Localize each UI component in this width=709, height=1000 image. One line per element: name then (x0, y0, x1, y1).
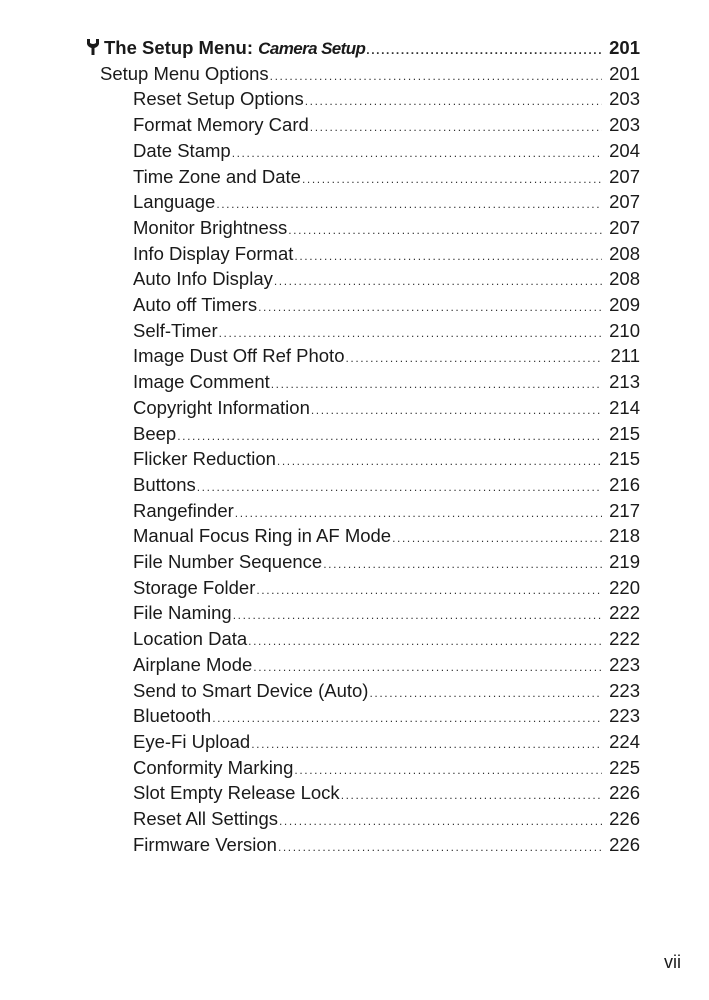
dot-leader (310, 115, 602, 139)
entry-label: Location Data (133, 628, 248, 650)
entry-label: Slot Empty Release Lock (133, 782, 340, 804)
entry-label: Buttons (133, 473, 196, 495)
toc-entry[interactable] (133, 576, 640, 600)
toc-entry[interactable] (133, 833, 640, 857)
toc-entry[interactable] (133, 679, 640, 703)
entry-label: Self-Timer (133, 319, 218, 341)
page-number: 215 (609, 448, 640, 470)
page-number: 208 (609, 268, 640, 290)
page-number: 203 (609, 88, 640, 110)
dot-leader (197, 475, 602, 499)
page-number: 204 (609, 139, 640, 161)
toc-entry[interactable] (133, 396, 640, 420)
toc-entry[interactable] (133, 781, 640, 805)
toc-entry[interactable] (133, 190, 640, 214)
page-number: 214 (609, 396, 640, 418)
entry-label: Beep (133, 422, 177, 444)
dot-leader (248, 629, 602, 653)
page-number: 226 (609, 808, 640, 829)
dot-leader (271, 372, 602, 396)
section-subtitle: Camera Setup (258, 39, 366, 58)
dot-leader (277, 449, 602, 473)
page-number: 216 (609, 473, 640, 495)
page-number: 219 (609, 551, 640, 572)
entry-label: Auto Info Display (133, 268, 273, 290)
page-number: 207 (609, 165, 640, 187)
page-number: 223 (609, 653, 640, 675)
toc-entry[interactable] (133, 293, 640, 317)
toc-entry[interactable] (133, 704, 640, 728)
dot-leader (305, 89, 602, 113)
entry-label: Copyright Information (133, 396, 310, 418)
page-number: 226 (609, 782, 640, 804)
entry-label: Monitor Brightness (133, 216, 288, 238)
page-number: 207 (609, 191, 640, 213)
entry-label: Reset All Settings (133, 808, 278, 829)
toc-entry[interactable] (133, 473, 640, 497)
toc-entry[interactable] (133, 550, 640, 574)
toc-entry[interactable] (100, 62, 640, 86)
dot-leader (369, 681, 602, 705)
dot-leader (235, 501, 602, 525)
dot-leader (177, 424, 602, 448)
dot-leader (253, 655, 602, 679)
dot-leader (256, 578, 602, 602)
page-folio: vii (664, 952, 681, 972)
toc-entry[interactable] (133, 267, 640, 291)
entry-label: Flicker Reduction (133, 448, 276, 470)
toc-section-heading[interactable] (86, 36, 640, 60)
toc-entry[interactable] (133, 730, 640, 754)
toc-entry[interactable] (133, 139, 640, 163)
toc-entry[interactable] (133, 370, 640, 394)
toc-entry[interactable] (133, 242, 640, 266)
dot-leader (251, 732, 602, 756)
dot-leader (274, 269, 602, 293)
dot-leader (323, 552, 602, 576)
entry-label: Image Comment (133, 371, 270, 393)
entry-label: Info Display Format (133, 242, 294, 264)
wrench-icon (86, 38, 100, 56)
page-number: 211 (610, 345, 640, 367)
toc-entry[interactable] (133, 319, 640, 343)
dot-leader (278, 835, 602, 859)
toc-entry[interactable] (133, 344, 640, 368)
page-number: 222 (609, 602, 640, 624)
entry-label: Time Zone and Date (133, 165, 301, 187)
toc-entry[interactable] (133, 422, 640, 446)
entry-label: Auto off Timers (133, 294, 258, 315)
page-number: 209 (609, 294, 640, 315)
toc-entry[interactable] (133, 807, 640, 831)
entry-label: Firmware Version (133, 833, 277, 855)
page-number: 203 (609, 114, 640, 136)
entry-label: Manual Focus Ring in AF Mode (133, 525, 392, 547)
toc-entry[interactable] (133, 447, 640, 471)
entry-label: File Naming (133, 602, 232, 624)
page-number: 225 (609, 756, 640, 778)
entry-label: Send to Smart Device (Auto) (133, 679, 369, 701)
dot-leader (302, 167, 602, 191)
page-number: 223 (609, 679, 640, 701)
dot-leader (294, 244, 602, 268)
toc-entry[interactable] (133, 756, 640, 780)
dot-leader (279, 809, 602, 833)
dot-leader (288, 218, 602, 242)
page-number: 223 (609, 705, 640, 727)
entry-label: Eye-Fi Upload (133, 730, 251, 752)
dot-leader (232, 141, 602, 165)
page-number: 201 (609, 62, 640, 84)
toc-entry[interactable] (133, 627, 640, 651)
toc-entry[interactable] (133, 499, 640, 523)
entry-label: Airplane Mode (133, 653, 253, 675)
toc-entry[interactable] (133, 601, 640, 625)
page-number: 215 (609, 422, 640, 444)
dot-leader (216, 192, 602, 216)
dot-leader (294, 758, 602, 782)
dot-leader (270, 64, 602, 88)
entry-label: Format Memory Card (133, 114, 309, 136)
page-number: 226 (609, 833, 640, 855)
page-number: 208 (609, 242, 640, 264)
toc-entry[interactable] (133, 216, 640, 240)
dot-leader (392, 526, 602, 550)
toc-entry[interactable] (133, 87, 640, 111)
dot-leader (258, 295, 602, 319)
entry-label: Setup Menu Options (100, 62, 269, 84)
page-number: 220 (609, 576, 640, 598)
dot-leader (346, 346, 603, 370)
toc-entry[interactable] (133, 524, 640, 548)
page-number: 207 (609, 216, 640, 238)
dot-leader (212, 706, 602, 730)
section-title: The Setup Menu: Camera Setup (86, 36, 365, 61)
dot-leader (311, 398, 602, 422)
dot-leader (233, 603, 602, 627)
page-number: 222 (609, 628, 640, 650)
page-number: 201 (609, 37, 640, 58)
toc-entry[interactable] (133, 165, 640, 189)
entry-label: File Number Sequence (133, 551, 323, 572)
entry-label: Image Dust Off Ref Photo (133, 345, 345, 367)
dot-leader (219, 321, 602, 345)
page-number: 210 (609, 319, 640, 341)
page-number: 213 (609, 371, 640, 393)
entry-label: Reset Setup Options (133, 88, 304, 110)
entry-label: Rangefinder (133, 499, 234, 521)
dot-leader (341, 783, 602, 807)
entry-label: Bluetooth (133, 705, 212, 727)
page-number: 217 (609, 499, 640, 521)
entry-label: Storage Folder (133, 576, 256, 598)
entry-label: Date Stamp (133, 139, 231, 161)
entry-label: Conformity Marking (133, 756, 294, 778)
toc-entry[interactable] (133, 653, 640, 677)
toc-entry[interactable] (133, 113, 640, 137)
entry-label: Language (133, 191, 216, 213)
dot-leader (366, 38, 602, 62)
page-number: 218 (609, 525, 640, 547)
page-number: 224 (609, 730, 640, 752)
